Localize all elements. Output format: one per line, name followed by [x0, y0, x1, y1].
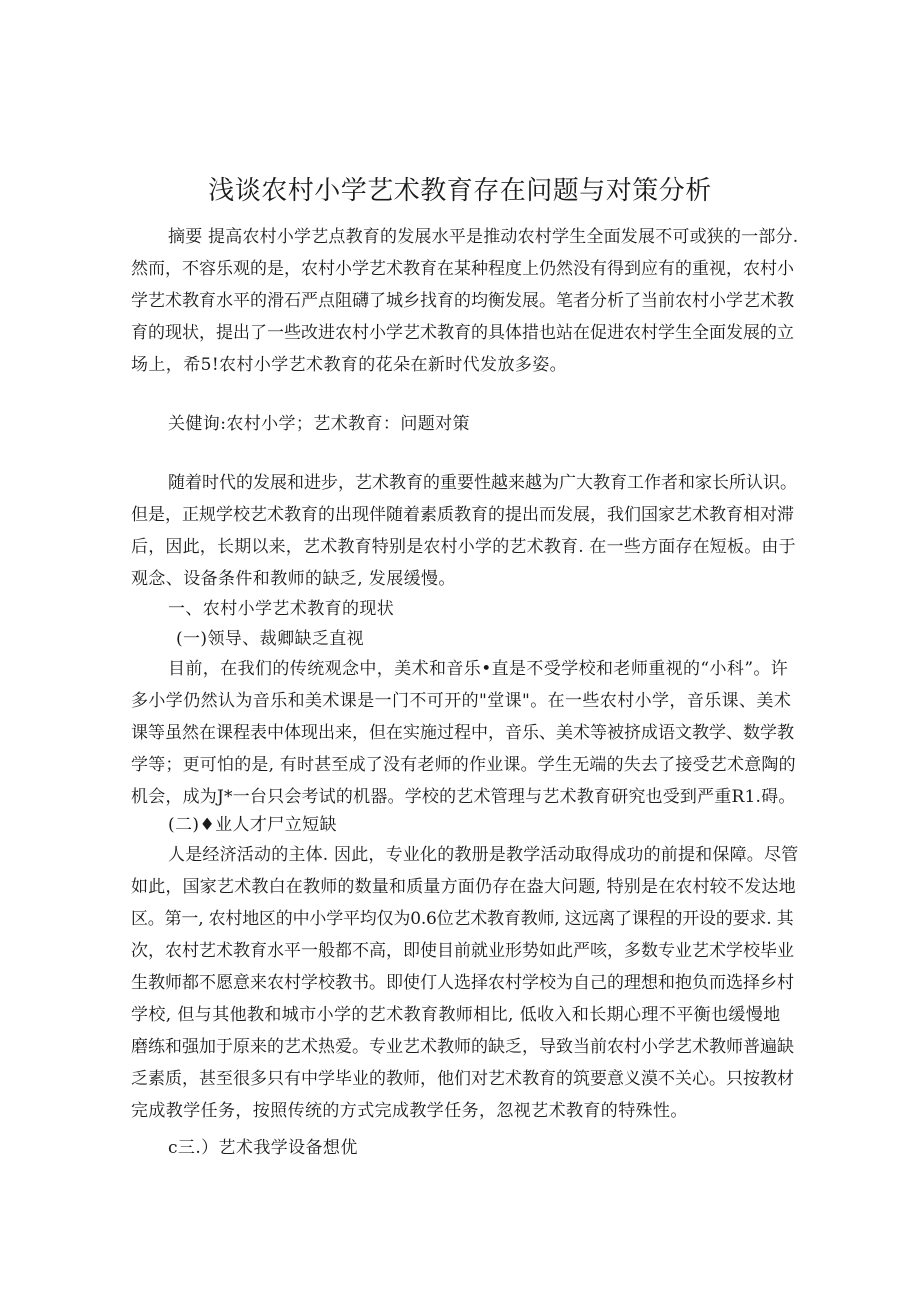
body-line: 生教师都不愿意来农村学校教书。即使仃人选择农村学校为自己的理想和抱负而选择乡村 [131, 973, 794, 993]
intro-line: 观念、设备条件和教师的缺乏, 发展缓慢。 [131, 569, 456, 589]
body-line: 次，农村艺术教育水平一般都不高，即使目前就业形势如此严咳，多数专业艺术学校毕业 [131, 941, 794, 961]
abstract-line: 摘要 提高农村小学艺点教育的发展水平是推动农村学生全面发展不可或狭的一部分. [168, 227, 799, 247]
body-line: 如此，国家艺术教白在教师的数量和质量方面仍存在盎大问题, 特别是在农村较不发达地 [131, 877, 796, 897]
body-line: 学等；更可怕的是, 有时甚至成了没有老师的作业课。学生无端的失去了接受艺术意陶的 [131, 755, 796, 775]
body-line: 多小学仍然认为音乐和美术课是一门不可开的"堂课"。在一些农村小学，音乐课、美术 [131, 691, 792, 711]
body-line: 磨练和强加于原来的艺术热爱。专业艺术教师的缺乏，导致当前农村小学艺术教师普遍缺 [131, 1037, 794, 1057]
body-line: 目前，在我们的传统观念中，美术和音乐•直是不受学校和老师重视的“小科”。许 [168, 659, 789, 679]
intro-line: 但是，正规学校艺术教育的出现伴随着素质教育的提出而发展，我们国家艺术教育相对滞 [131, 505, 794, 525]
body-line: 机会，成为J*一台只会考试的机器。学校的艺术管理与艺术教育研究也受到严重R1.碍。 [131, 787, 796, 807]
document-title: 浅谈农村小学艺术教育存在问题与对策分析 [208, 176, 712, 206]
body-line: 课等虽然在课程表中体现出来，但在实施过程中，音乐、美术等被挤成语文教学、数学教 [131, 723, 794, 743]
body-line: 乏素质，甚至很多只有中学毕业的教师，他们对艺术教育的筑要意义漠不关心。只按教材 [131, 1069, 794, 1089]
subsection-heading: c三.）艺术我学设备想优 [168, 1138, 358, 1158]
section-heading: 一、农村小学艺术教育的现状 [168, 599, 395, 619]
abstract-line: 学艺术教育水平的滑石严点阻礴了城乡找育的均衡发展。笔者分析了当前农村小学艺术教 [131, 291, 794, 311]
abstract-line: 场上，希5!农村小学艺术教育的花朵在新时代发放多姿。 [131, 355, 568, 375]
body-line: 人是经济活动的主体. 因此，专业化的教册是教学活动取得成功的前提和保障。尽管 [168, 845, 799, 865]
intro-line: 随着时代的发展和进步，艺术教育的重要性越来越为广大教育工作者和家长所认识。 [168, 473, 797, 493]
abstract-line: 然而，不容乐观的是，农村小学艺术教育在某种程度上仍然没有得到应有的重视，农村小 [131, 259, 794, 279]
body-line: 学校, 但与其他教和城市小学的艺术教育教师相比, 低收入和长期心理不平衡也缓慢地 [131, 1005, 781, 1025]
abstract-line: 育的现状，提出了一些改进农村小学艺术教育的具体措也站在促进农村学生全面发展的立 [131, 323, 794, 343]
body-line: 区。第一, 农村地区的中小学平均仅为0.6位艺术教育教师, 这远离了课程的开设的要求. 其 [131, 909, 794, 929]
keywords: 关健询:农村小学；艺术教育：问题对策 [168, 414, 470, 434]
intro-line: 后，因此，长期以来，艺术教育特别是农村小学的艺术教育. 在一些方面存在短板。由于 [131, 537, 796, 557]
subsection-heading: (二)♦业人才尸立短缺 [168, 815, 337, 835]
subsection-heading: (一)领导、裁卿缺乏直视 [176, 629, 365, 649]
body-line: 完成教学任务，按照传统的方式完成教学任务，忽视艺术教育的特殊性。 [131, 1101, 688, 1121]
